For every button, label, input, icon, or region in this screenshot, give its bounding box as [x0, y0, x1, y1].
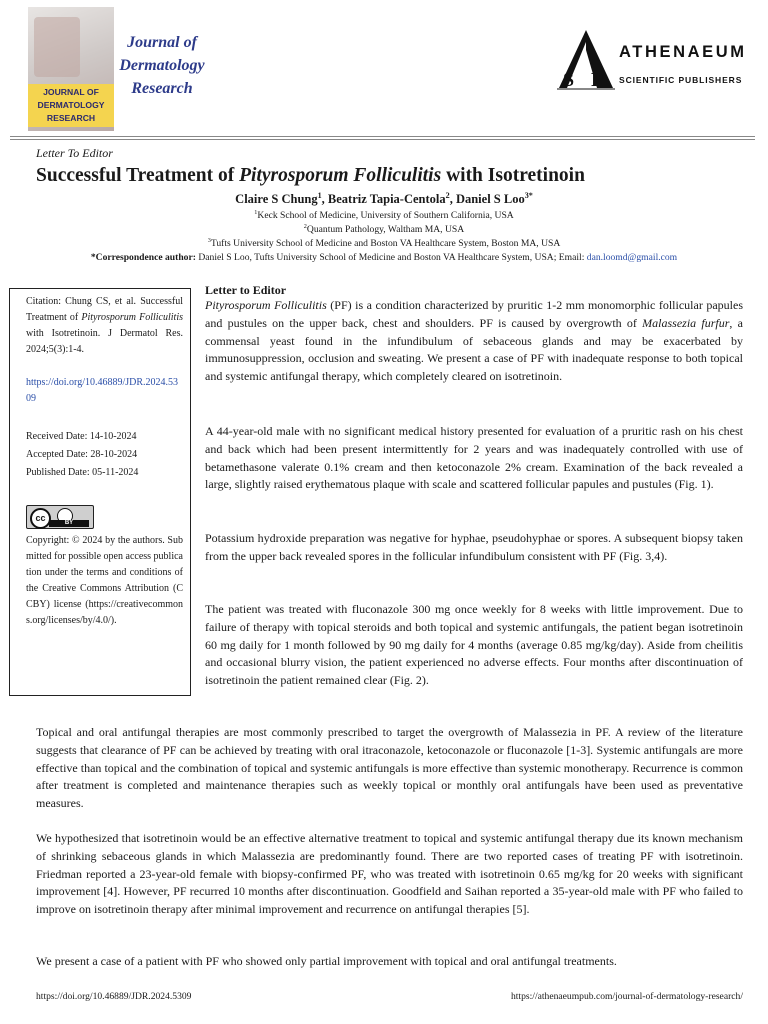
cc-license-badge	[26, 505, 94, 529]
correspondence: *Correspondence author: Daniel S Loo, Tufts University School of Medicine and Boston VA Healthcare System, USA; Email: dan.loomd@gmail.com	[90, 252, 678, 263]
paragraph-biopsy: Potassium hydroxide preparation was negative for hyphae, pseudohyphae or spores. A subsequent biopsy taken from the upper back revealed spores in the follicular infundibulum consistent with PF (Fig. 3,4).	[205, 531, 743, 563]
author: Beatriz Tapia-Centola	[327, 192, 446, 206]
author: Daniel S Loo	[455, 192, 525, 206]
affiliation: $^1$Keck School of Medicine, University of Southern California, USA	[254, 208, 514, 221]
header-rule	[10, 136, 755, 137]
publisher-name: ATHENAEUM	[619, 43, 747, 61]
journal-logo	[28, 7, 114, 131]
copyright: Copyright: © 2024 by the authors. Submitted for possible open access publication under the terms and conditions of the Creative Commons Attribution (CCBY) license (https://creativecommons.org/licenses/by/4.0/).	[26, 535, 183, 626]
footer-journal-link[interactable]: https://athenaeumpub.com/journal-of-dermatology-research/	[510, 991, 743, 1002]
author-list: Claire S Chung$^1$, Beatriz Tapia-Centola$^2$, Daniel S Loo$^{3*}$	[235, 190, 533, 206]
paragraph-antifungal-review: Topical and oral antifungal therapies are most commonly prescribed to target the overgrowth of Malassezia in PF. A review of the literature suggests that clearance of PF can be achieved by treating with oral itraconazole, ketoconazole or fluconazole [1-3]. Systemic antifungals are more effective than topical and the combination of topical and systemic antifungals is more effective than systemic monotherapy. Recurrence is common after treatment is completed and maintenance therapies such as weekly topical or monthly oral antifungals have been used as preventative measures.	[36, 725, 743, 811]
citation: Citation: Chung CS, et al. Successful Treatment of Pityrosporum Folliculitis with Isotretinoin. J Dermatol Res. 2024;5(3):1-4.	[26, 296, 183, 355]
paragraph-treatment: The patient was treated with fluconazole 300 mg once weekly for 8 weeks with little improvement. Due to failure of therapy with topical steroids and both topical and systemic antifungals, the patient began isotretinoin 60 mg daily for 1 month followed by 90 mg daily for 4 months (average 0.85 mg/kg/day). Aside from cheilitis and occasional blurry vision, the patient experienced no adverse effects. Four months after discontinuation of isotretinoin the patient remained clear (Fig. 2).	[205, 602, 743, 688]
received-date: Received Date: 14-10-2024	[26, 431, 137, 442]
citation-sidebar	[9, 288, 191, 696]
article-type: Letter To Editor	[36, 146, 113, 160]
accepted-date: Accepted Date: 28-10-2024	[26, 449, 138, 460]
publisher-subtitle: SCIENTIFIC PUBLISHERS	[619, 75, 743, 85]
doi-link[interactable]: https://doi.org/10.46889/JDR.2024.5309	[26, 377, 179, 404]
journal-logo-label: JOURNAL OF DERMATOLOGY RESEARCH	[28, 84, 114, 127]
svg-text:S: S	[563, 69, 575, 91]
publisher-logo	[555, 28, 745, 92]
journal-title: Journal of Dermatology Research	[119, 34, 205, 97]
by-label: BY	[49, 520, 89, 527]
correspondence-email-link[interactable]: dan.loomd@gmail.com	[586, 252, 678, 263]
header-rule-2	[10, 139, 755, 140]
author: Claire S Chung	[235, 192, 318, 206]
affiliation: $^2$Quantum Pathology, Waltham MA, USA	[303, 222, 465, 235]
paragraph-present: We present a case of a patient with PF who showed only partial improvement with topical and oral antifungal treatments.	[36, 954, 617, 968]
section-heading: Letter to Editor	[205, 283, 287, 297]
footer-doi-link[interactable]: https://doi.org/10.46889/JDR.2024.5309	[36, 991, 192, 1002]
paragraph-hypothesis: We hypothesized that isotretinoin would be an effective alternative treatment to topical and systemic antifungal therapy due its known mechanism of shrinking sebaceous glands in which Malassezia are predominantly found. There are two reported cases of treating PF with isotretinoin. Friedman reported a 23-year-old female with biopsy-confirmed PF, who was treated with isotretinoin 0.65 mg/kg for 20 weeks with significant improvement [4]. However, PF recurred 10 months after discontinuation. Goodfield and Saihan reported a 35-year-old male with PF who failed to improve on isotretinoin therapy after minimal improvement and recurrence on antifungal therapies [5].	[36, 831, 743, 917]
published-date: Published Date: 05-11-2024	[26, 467, 139, 478]
cc-icon: cc	[30, 508, 51, 529]
paragraph-intro: Pityrosporum Folliculitis (PF) is a condition characterized by pruritic 1-2 mm monomorphic follicular papules and pustules on the upper back, chest and shoulders. PF is caused by overgrowth of Malassezia furfur, a commensal yeast found in the infundibulum of sebaceous glands and may be exacerbated by immunosuppression, occlusion and sweating. We present a case of PF with inadequate response to both topical and systemic antifungal therapy, which completely cleared on isotretinoin.	[205, 298, 743, 384]
paragraph-case: A 44-year-old male with no significant medical history presented for evaluation of a pruritic rash on his chest and back which had been present intermittently for 2 years and was inadequately controlled with use of betamethasone valerate 0.1% cream and then ketoconazole 2% cream. Examination of the back revealed a large, slightly raised erythematous plaque with scale and scattered follicular papules and pustules (Fig. 1).	[205, 424, 743, 492]
affiliation: $^3$Tufts University School of Medicine and Boston VA Healthcare System, Boston MA, USA	[207, 236, 561, 249]
svg-text:P: P	[591, 69, 604, 91]
article-title: Successful Treatment of Pityrosporum Folliculitis with Isotretinoin	[36, 165, 585, 186]
publisher-a-icon	[555, 28, 617, 92]
